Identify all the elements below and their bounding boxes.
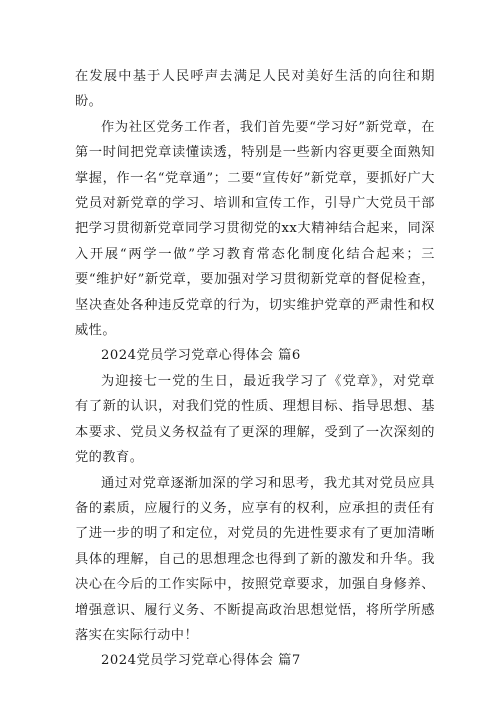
paragraph-deepened-study: 通过对党章逐渐加深的学习和思考，我尤其对党员应具备的素质，应履行的义务，应享有的权利，应承担的责任有了进一步的明了和定位，对党员的先进性要求有了更加清晰具体的理解，自己的思想理念也得到了新的激发和升华。我决心在今后的工作实际中，按照党章要求，加强自身修养、增强意识、履行义务、不断提高政治思想觉悟，将所学所感落实在实际行动中！ (75, 475, 435, 643)
section-heading-6: 2024党员学习党章心得体会 篇6 (101, 348, 301, 364)
paragraph-july-first: 为迎接七一党的生日，最近我学习了《党章》，对党章有了新的认识，对我们党的性质、理想目标、指导思想、基本要求、党员义务权益有了更深的理解，受到了一次深刻的党的教育。 (75, 373, 435, 466)
paragraph-closing: 在发展中基于人民呼声去满足人民对美好生活的向往和期盼。 (75, 69, 435, 110)
paragraph-community-party-worker: 作为社区党务工作者，我们首先要“学习好”新党章，在第一时间把党章读懂读透，特别是一些新内容更要全面熟知掌握，作一名“党章通”；二要“宣传好”新党章，要抓好广大党员对新党章的学习、培训和宣传工作，引导广大党员干部把学习贯彻新党章同学习贯彻党的xx大精神结合起来，同深入开展“两学一做”学习教育常态化制度化结合起来；三要“维护好”新党章，要加强对学习贯彻新党章的督促检查，坚决查处各种违反党章的行为，切实维护党章的严肃性和权威性。 (75, 119, 435, 339)
section-heading-7: 2024党员学习党章心得体会 篇7 (101, 653, 301, 669)
document-body (75, 64, 435, 674)
